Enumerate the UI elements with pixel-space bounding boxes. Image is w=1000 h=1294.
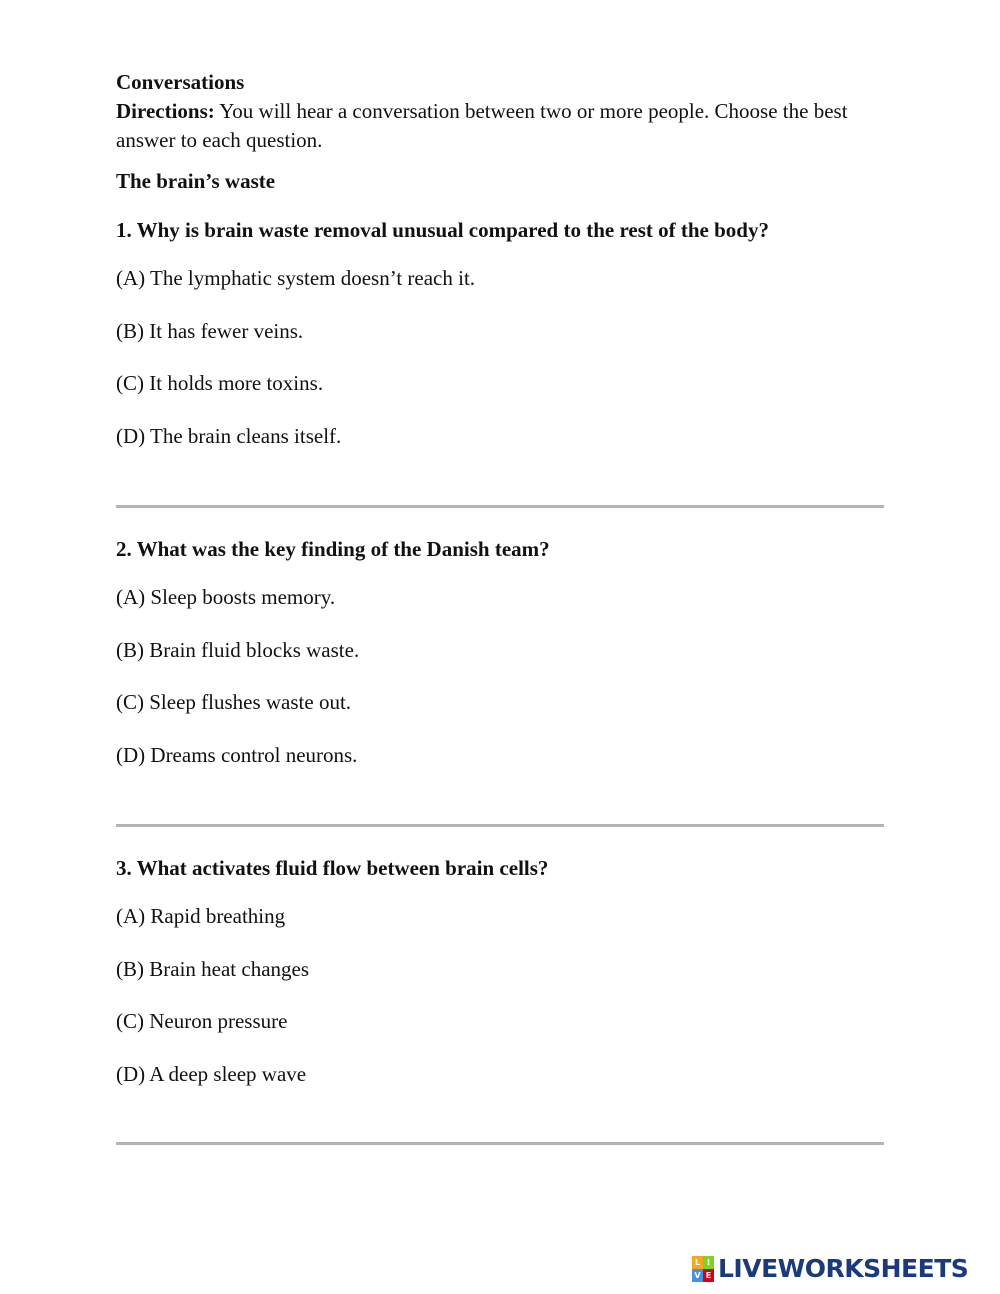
question-1-text: 1. Why is brain waste removal unusual compared to the rest of the body? — [116, 218, 769, 242]
question-2-option-a[interactable]: (A) Sleep boosts memory. — [116, 585, 336, 609]
divider-2 — [116, 824, 884, 827]
question-1-option-d[interactable]: (D) The brain cleans itself. — [116, 424, 342, 448]
logo-mark-cell: E — [703, 1269, 714, 1282]
question-3-option-a[interactable]: (A) Rapid breathing — [116, 904, 286, 928]
question-3-option-d[interactable]: (D) A deep sleep wave — [116, 1062, 307, 1086]
logo-mark-cell: V — [692, 1269, 703, 1282]
directions — [116, 97, 884, 155]
logo-text: LIVEWORKSHEETS — [718, 1254, 969, 1283]
question-2-option-c[interactable]: (C) Sleep flushes waste out. — [116, 690, 352, 714]
page-title: Conversations — [116, 70, 245, 94]
question-2 — [116, 535, 884, 767]
section-title: The brain’s waste — [116, 169, 276, 193]
logo-mark-cell: I — [703, 1256, 714, 1269]
logo-mark-cell: L — [692, 1256, 703, 1269]
question-1-option-b[interactable]: (B) It has fewer veins. — [116, 319, 304, 343]
question-3 — [116, 854, 884, 1086]
question-1 — [116, 216, 884, 448]
divider-1 — [116, 505, 884, 508]
question-3-text: 3. What activates fluid flow between brain cells? — [116, 856, 549, 880]
question-1-option-a[interactable]: (A) The lymphatic system doesn’t reach it. — [116, 266, 476, 290]
liveworksheets-logo — [692, 1253, 968, 1285]
question-2-text: 2. What was the key finding of the Danish team? — [116, 537, 550, 561]
question-2-option-b[interactable]: (B) Brain fluid blocks waste. — [116, 638, 360, 662]
question-2-option-d[interactable]: (D) Dreams control neurons. — [116, 743, 358, 767]
directions-label: Directions: — [116, 99, 215, 123]
directions-text: You will hear a conversation between two or more people. Choose the best answer to each question. — [116, 99, 848, 152]
worksheet-page — [116, 68, 884, 1086]
question-3-option-c[interactable]: (C) Neuron pressure — [116, 1009, 288, 1033]
logo-mark-icon — [692, 1256, 714, 1282]
divider-3 — [116, 1142, 884, 1145]
question-1-option-c[interactable]: (C) It holds more toxins. — [116, 371, 324, 395]
question-3-option-b[interactable]: (B) Brain heat changes — [116, 957, 310, 981]
